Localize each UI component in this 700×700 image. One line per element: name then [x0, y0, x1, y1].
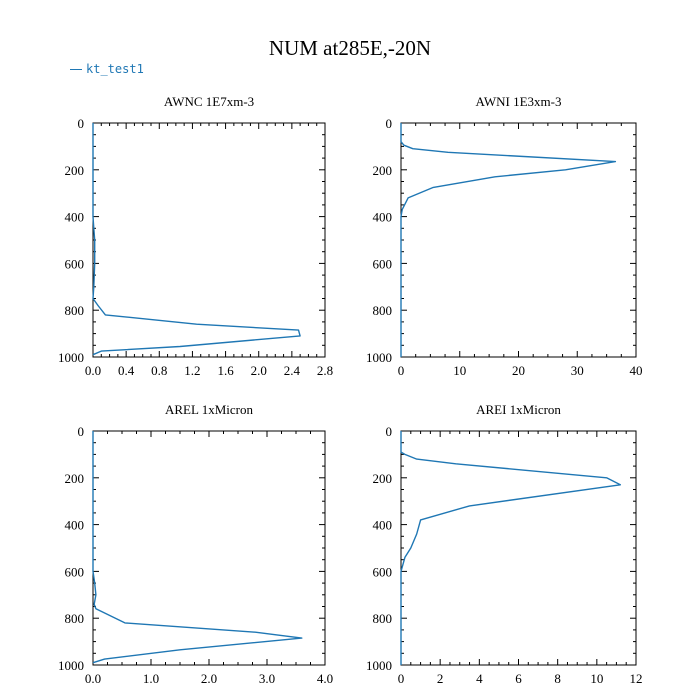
series-line-1 — [93, 431, 302, 663]
y-tick-label: 200 — [64, 162, 84, 178]
chart-panel-2 — [366, 94, 643, 378]
plot-frame — [93, 431, 325, 665]
x-tick-label: 10 — [453, 363, 467, 378]
y-tick-label: 1000 — [366, 658, 392, 673]
x-tick-label: 1.6 — [217, 363, 234, 378]
y-tick-label: 0 — [77, 116, 84, 131]
chart-title: AWNC 1E7xm-3 — [163, 94, 255, 109]
chart-title: AREL 1xMicron — [165, 402, 253, 417]
x-tick-label: 4.0 — [316, 671, 334, 686]
x-tick-label: 2.4 — [283, 363, 300, 378]
x-tick-label: 3.0 — [258, 671, 276, 686]
y-tick-label: 1000 — [58, 350, 84, 365]
plot-frame — [401, 431, 636, 665]
x-tick-label: 0.4 — [118, 363, 135, 378]
chart-panel-3 — [58, 402, 333, 686]
y-tick-label: 0 — [385, 116, 392, 131]
x-tick-label: 40 — [629, 363, 643, 378]
y-tick-label: 400 — [372, 517, 392, 533]
x-tick-label: 1.2 — [184, 363, 201, 378]
y-tick-label: 1000 — [366, 350, 392, 365]
y-tick-label: 0 — [385, 424, 392, 439]
x-tick-label: 8 — [554, 671, 561, 686]
x-tick-label: 4 — [476, 671, 483, 686]
x-tick-label: 10 — [590, 671, 604, 686]
y-tick-label: 800 — [372, 303, 392, 319]
y-tick-label: 1000 — [58, 658, 84, 673]
y-tick-label: 200 — [372, 162, 392, 178]
chart-title: AREI 1xMicron — [476, 402, 561, 417]
x-tick-label: 2.8 — [316, 363, 334, 378]
x-tick-label: 6 — [515, 671, 522, 686]
x-tick-label: 1.0 — [142, 671, 160, 686]
plot-frame — [401, 123, 636, 357]
x-tick-label: 0.8 — [151, 363, 168, 378]
y-tick-label: 800 — [64, 611, 84, 627]
series-line-1 — [401, 123, 615, 357]
x-tick-label: 20 — [512, 363, 525, 378]
y-tick-label: 600 — [372, 256, 392, 272]
series-line-1 — [93, 123, 300, 355]
y-tick-label: 600 — [64, 256, 84, 272]
y-tick-label: 800 — [372, 611, 392, 627]
y-tick-label: 200 — [64, 470, 84, 486]
y-tick-label: 200 — [372, 470, 392, 486]
y-tick-label: 0 — [77, 424, 84, 439]
x-tick-label: 0 — [397, 671, 405, 686]
chart-title: AWNI 1E3xm-3 — [475, 94, 562, 109]
y-tick-label: 600 — [64, 564, 84, 580]
x-tick-label: 30 — [570, 363, 584, 378]
y-tick-label: 800 — [64, 303, 84, 319]
x-tick-label: 0.0 — [84, 671, 102, 686]
chart-panel-1 — [58, 94, 333, 378]
x-tick-label: 2.0 — [250, 363, 267, 378]
x-tick-label: 2 — [436, 671, 444, 686]
series-line-1 — [401, 431, 620, 665]
plot-frame — [93, 123, 325, 357]
x-tick-label: 0 — [397, 363, 405, 378]
x-tick-label: 12 — [629, 671, 643, 686]
y-tick-label: 400 — [372, 209, 392, 225]
figure-title: NUM at285E,-20N — [268, 36, 432, 60]
y-tick-label: 400 — [64, 517, 84, 533]
chart-panel-4 — [366, 402, 643, 686]
y-tick-label: 400 — [64, 209, 84, 225]
y-tick-label: 600 — [372, 564, 392, 580]
legend-label: kt_test1 — [86, 62, 144, 76]
x-tick-label: 2.0 — [200, 671, 218, 686]
x-tick-label: 0.0 — [84, 363, 102, 378]
